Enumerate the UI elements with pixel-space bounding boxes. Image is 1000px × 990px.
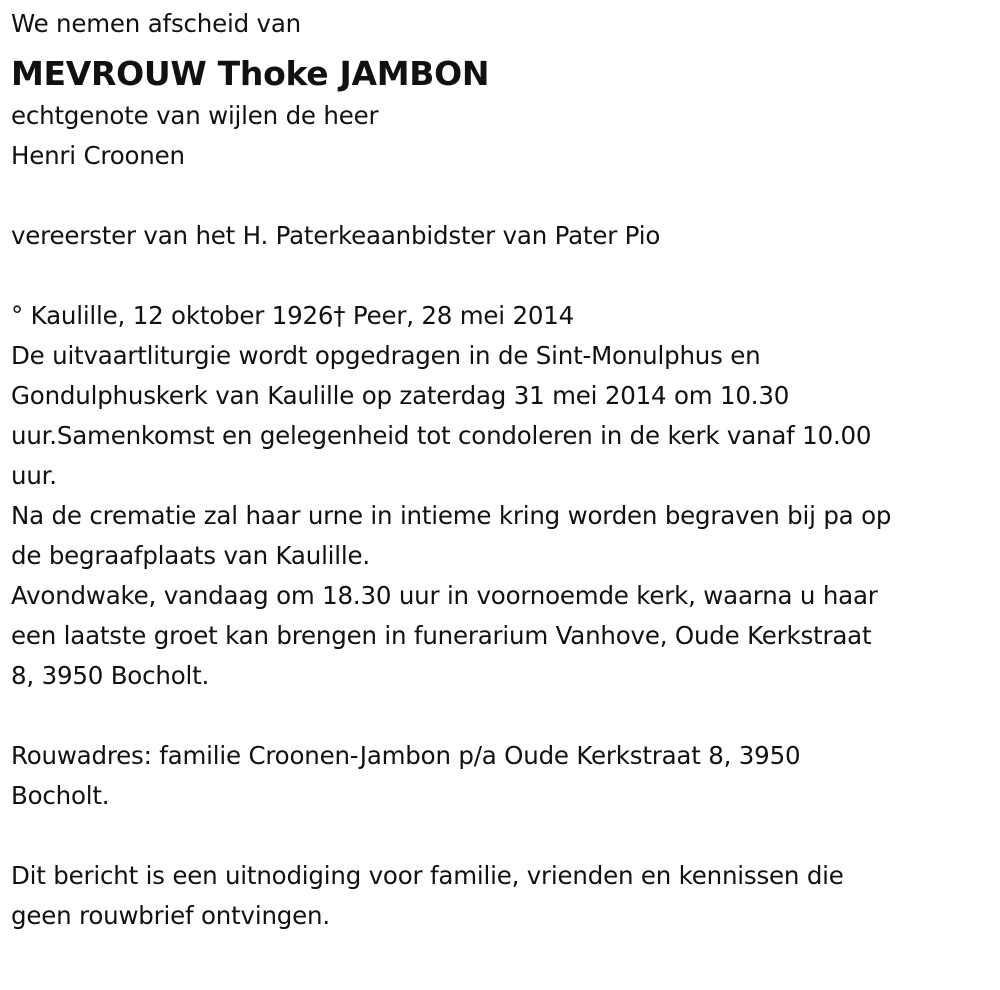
- intro-text: We nemen afscheid van: [11, 9, 301, 38]
- funeral-text-line: uur.: [11, 461, 57, 490]
- cremation-text-line: de begraafplaats van Kaulille.: [11, 541, 370, 570]
- closing-text-line: Dit bericht is een uitnodiging voor familie, vrienden en kennissen die: [11, 861, 844, 890]
- funeral-text-line: De uitvaartliturgie wordt opgedragen in de Sint-Monulphus en: [11, 341, 761, 370]
- funeral-text-line: uur.Samenkomst en gelegenheid tot condoleren in de kerk vanaf 10.00: [11, 421, 872, 450]
- wake-text-line: een laatste groet kan brengen in funerarium Vanhove, Oude Kerkstraat: [11, 621, 872, 650]
- devotion-text: vereerster van het H. Paterkeaanbidster van Pater Pio: [11, 221, 661, 250]
- birth-death-dates: ° Kaulille, 12 oktober 1926† Peer, 28 mei 2014: [11, 301, 575, 330]
- cremation-text-line: Na de crematie zal haar urne in intieme kring worden begraven bij pa op: [11, 501, 892, 530]
- spouse-line: echtgenote van wijlen de heer: [11, 101, 379, 130]
- address-text-line: Bocholt.: [11, 781, 110, 810]
- spacer: [11, 176, 996, 216]
- spouse-name: Henri Croonen: [11, 141, 185, 170]
- spacer: [11, 816, 996, 856]
- funeral-text-line: Gondulphuskerk van Kaulille op zaterdag 31 mei 2014 om 10.30: [11, 381, 790, 410]
- wake-text-line: 8, 3950 Bocholt.: [11, 661, 210, 690]
- deceased-name: MEVROUW Thoke JAMBON: [11, 54, 490, 93]
- spacer: [11, 696, 996, 736]
- wake-text-line: Avondwake, vandaag om 18.30 uur in voornoemde kerk, waarna u haar: [11, 581, 878, 610]
- closing-text-line: geen rouwbrief ontvingen.: [11, 901, 330, 930]
- address-text-line: Rouwadres: familie Croonen-Jambon p/a Oude Kerkstraat 8, 3950: [11, 741, 801, 770]
- death-notice: [11, 4, 996, 936]
- spacer: [11, 256, 996, 296]
